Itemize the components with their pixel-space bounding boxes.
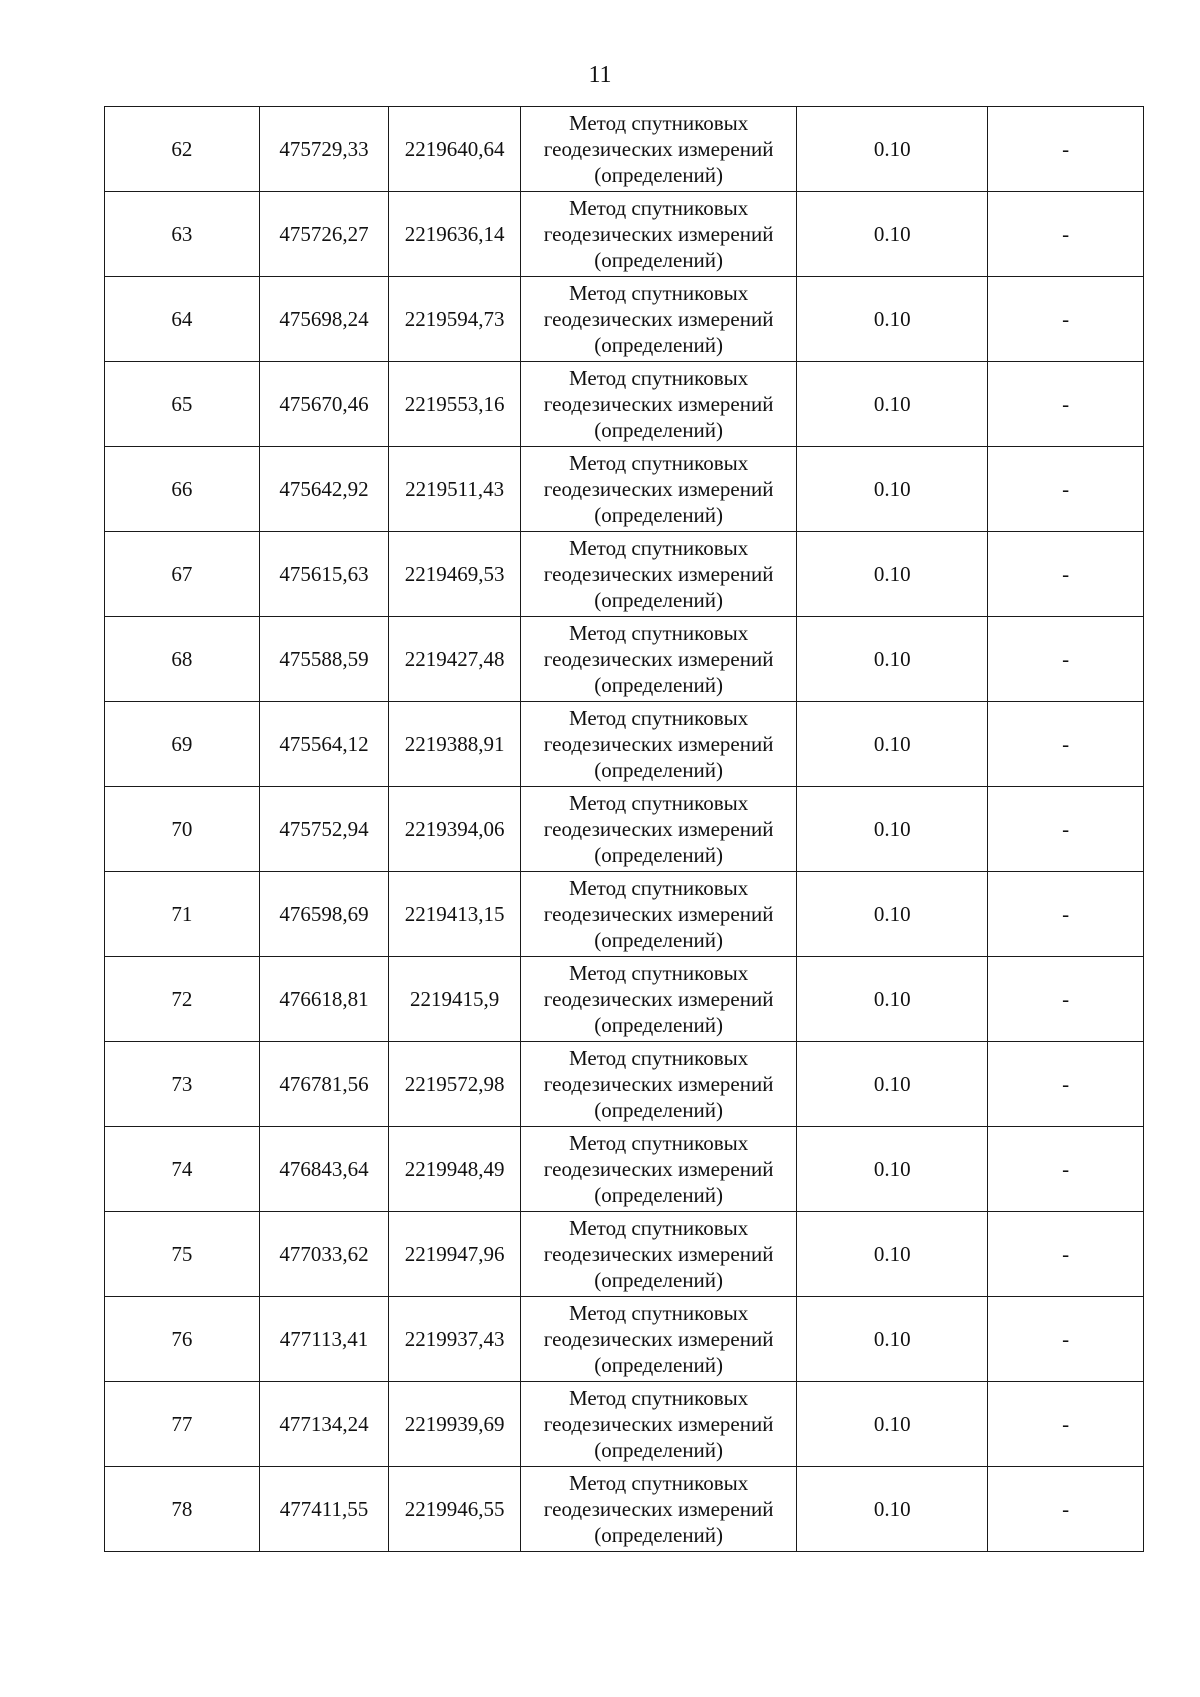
method-line: геодезических измерений [543, 647, 774, 671]
method-line: геодезических измерений [543, 137, 774, 161]
accuracy-cell: 0.10 [797, 1297, 988, 1382]
accuracy-cell: 0.10 [797, 362, 988, 447]
method-line: (определений) [594, 1438, 724, 1462]
table-row [105, 1297, 1144, 1382]
point-number-cell: 71 [105, 872, 260, 957]
table-row [105, 1042, 1144, 1127]
accuracy-cell: 0.10 [797, 1042, 988, 1127]
method-line: Метод спутниковых [568, 791, 749, 815]
point-number-cell: 78 [105, 1467, 260, 1552]
note-cell: - [988, 362, 1144, 447]
x-coordinate-cell: 477411,55 [259, 1467, 389, 1552]
method-line: (определений) [594, 1353, 724, 1377]
x-coordinate-cell: 475726,27 [259, 192, 389, 277]
accuracy-cell: 0.10 [797, 1382, 988, 1467]
y-coordinate-cell: 2219415,9 [389, 957, 521, 1042]
method-line: геодезических измерений [543, 732, 774, 756]
table-row [105, 957, 1144, 1042]
y-coordinate-cell: 2219636,14 [389, 192, 521, 277]
x-coordinate-cell: 477033,62 [259, 1212, 389, 1297]
method-line: геодезических измерений [543, 477, 774, 501]
method-cell [520, 107, 796, 192]
y-coordinate-cell: 2219469,53 [389, 532, 521, 617]
x-coordinate-cell: 475642,92 [259, 447, 389, 532]
accuracy-cell: 0.10 [797, 447, 988, 532]
method-line: геодезических измерений [543, 562, 774, 586]
method-line: геодезических измерений [543, 902, 774, 926]
method-line: геодезических измерений [543, 1242, 774, 1266]
x-coordinate-cell: 476618,81 [259, 957, 389, 1042]
y-coordinate-cell: 2219553,16 [389, 362, 521, 447]
method-line: Метод спутниковых [568, 621, 749, 645]
method-cell [520, 1127, 796, 1212]
note-cell: - [988, 277, 1144, 362]
method-line: геодезических измерений [543, 1072, 774, 1096]
method-line: геодезических измерений [543, 1157, 774, 1181]
method-cell [520, 447, 796, 532]
y-coordinate-cell: 2219594,73 [389, 277, 521, 362]
method-line: Метод спутниковых [568, 111, 749, 135]
y-coordinate-cell: 2219947,96 [389, 1212, 521, 1297]
accuracy-cell: 0.10 [797, 787, 988, 872]
x-coordinate-cell: 475729,33 [259, 107, 389, 192]
method-line: Метод спутниковых [568, 961, 749, 985]
method-line: Метод спутниковых [568, 1046, 749, 1070]
method-line: (определений) [594, 1523, 724, 1547]
method-line: Метод спутниковых [568, 536, 749, 560]
accuracy-cell: 0.10 [797, 702, 988, 787]
method-line: (определений) [594, 163, 724, 187]
note-cell: - [988, 1297, 1144, 1382]
method-cell [520, 957, 796, 1042]
table-row [105, 192, 1144, 277]
x-coordinate-cell: 475698,24 [259, 277, 389, 362]
method-line: Метод спутниковых [568, 281, 749, 305]
method-cell [520, 1212, 796, 1297]
x-coordinate-cell: 476598,69 [259, 872, 389, 957]
y-coordinate-cell: 2219394,06 [389, 787, 521, 872]
point-number-cell: 62 [105, 107, 260, 192]
method-line: Метод спутниковых [568, 1301, 749, 1325]
point-number-cell: 68 [105, 617, 260, 702]
method-line: геодезических измерений [543, 307, 774, 331]
method-line: (определений) [594, 418, 724, 442]
y-coordinate-cell: 2219388,91 [389, 702, 521, 787]
method-line: геодезических измерений [543, 222, 774, 246]
point-number-cell: 64 [105, 277, 260, 362]
accuracy-cell: 0.10 [797, 192, 988, 277]
y-coordinate-cell: 2219427,48 [389, 617, 521, 702]
method-cell [520, 702, 796, 787]
method-cell [520, 1467, 796, 1552]
method-line: (определений) [594, 928, 724, 952]
table-row [105, 1382, 1144, 1467]
coordinates-table [104, 106, 1144, 1552]
point-number-cell: 73 [105, 1042, 260, 1127]
y-coordinate-cell: 2219939,69 [389, 1382, 521, 1467]
y-coordinate-cell: 2219640,64 [389, 107, 521, 192]
method-line: геодезических измерений [543, 1497, 774, 1521]
method-cell [520, 1042, 796, 1127]
method-cell [520, 617, 796, 702]
point-number-cell: 63 [105, 192, 260, 277]
method-line: Метод спутниковых [568, 1216, 749, 1240]
y-coordinate-cell: 2219511,43 [389, 447, 521, 532]
y-coordinate-cell: 2219948,49 [389, 1127, 521, 1212]
x-coordinate-cell: 475752,94 [259, 787, 389, 872]
point-number-cell: 67 [105, 532, 260, 617]
table-row [105, 702, 1144, 787]
method-line: (определений) [594, 248, 724, 272]
accuracy-cell: 0.10 [797, 277, 988, 362]
table-row [105, 1127, 1144, 1212]
x-coordinate-cell: 475588,59 [259, 617, 389, 702]
table-row [105, 787, 1144, 872]
note-cell: - [988, 787, 1144, 872]
method-line: Метод спутниковых [568, 706, 749, 730]
method-line: (определений) [594, 1013, 724, 1037]
accuracy-cell: 0.10 [797, 107, 988, 192]
table-row [105, 107, 1144, 192]
accuracy-cell: 0.10 [797, 872, 988, 957]
method-line: Метод спутниковых [568, 1471, 749, 1495]
method-cell [520, 532, 796, 617]
method-cell [520, 277, 796, 362]
point-number-cell: 76 [105, 1297, 260, 1382]
method-line: (определений) [594, 1268, 724, 1292]
note-cell: - [988, 192, 1144, 277]
table-row [105, 617, 1144, 702]
x-coordinate-cell: 476781,56 [259, 1042, 389, 1127]
method-line: (определений) [594, 758, 724, 782]
table-row [105, 447, 1144, 532]
method-line: геодезических измерений [543, 1327, 774, 1351]
note-cell: - [988, 532, 1144, 617]
x-coordinate-cell: 476843,64 [259, 1127, 389, 1212]
x-coordinate-cell: 475564,12 [259, 702, 389, 787]
method-cell [520, 1382, 796, 1467]
method-line: (определений) [594, 1183, 724, 1207]
method-line: Метод спутниковых [568, 366, 749, 390]
y-coordinate-cell: 2219937,43 [389, 1297, 521, 1382]
method-line: (определений) [594, 588, 724, 612]
note-cell: - [988, 1382, 1144, 1467]
point-number-cell: 75 [105, 1212, 260, 1297]
point-number-cell: 70 [105, 787, 260, 872]
x-coordinate-cell: 477113,41 [259, 1297, 389, 1382]
point-number-cell: 69 [105, 702, 260, 787]
method-line: Метод спутниковых [568, 196, 749, 220]
y-coordinate-cell: 2219946,55 [389, 1467, 521, 1552]
method-line: Метод спутниковых [568, 451, 749, 475]
note-cell: - [988, 1467, 1144, 1552]
note-cell: - [988, 107, 1144, 192]
note-cell: - [988, 1042, 1144, 1127]
method-line: Метод спутниковых [568, 1131, 749, 1155]
method-cell [520, 787, 796, 872]
method-cell [520, 1297, 796, 1382]
method-line: Метод спутниковых [568, 876, 749, 900]
point-number-cell: 66 [105, 447, 260, 532]
note-cell: - [988, 957, 1144, 1042]
note-cell: - [988, 447, 1144, 532]
point-number-cell: 72 [105, 957, 260, 1042]
method-line: (определений) [594, 1098, 724, 1122]
table-row [105, 277, 1144, 362]
method-cell [520, 192, 796, 277]
point-number-cell: 77 [105, 1382, 260, 1467]
x-coordinate-cell: 475670,46 [259, 362, 389, 447]
accuracy-cell: 0.10 [797, 957, 988, 1042]
accuracy-cell: 0.10 [797, 1467, 988, 1552]
note-cell: - [988, 702, 1144, 787]
table-row [105, 362, 1144, 447]
table-row [105, 1467, 1144, 1552]
method-line: Метод спутниковых [568, 1386, 749, 1410]
accuracy-cell: 0.10 [797, 1212, 988, 1297]
method-line: геодезических измерений [543, 987, 774, 1011]
method-line: геодезических измерений [543, 817, 774, 841]
table-row [105, 532, 1144, 617]
note-cell: - [988, 617, 1144, 702]
y-coordinate-cell: 2219413,15 [389, 872, 521, 957]
method-line: (определений) [594, 503, 724, 527]
method-cell [520, 872, 796, 957]
accuracy-cell: 0.10 [797, 532, 988, 617]
page-number: 11 [588, 62, 612, 88]
point-number-cell: 74 [105, 1127, 260, 1212]
accuracy-cell: 0.10 [797, 1127, 988, 1212]
method-line: (определений) [594, 673, 724, 697]
method-cell [520, 362, 796, 447]
method-line: (определений) [594, 333, 724, 357]
table-body [105, 107, 1144, 1552]
note-cell: - [988, 1127, 1144, 1212]
note-cell: - [988, 1212, 1144, 1297]
method-line: геодезических измерений [543, 392, 774, 416]
x-coordinate-cell: 477134,24 [259, 1382, 389, 1467]
table-row [105, 872, 1144, 957]
point-number-cell: 65 [105, 362, 260, 447]
method-line: (определений) [594, 843, 724, 867]
x-coordinate-cell: 475615,63 [259, 532, 389, 617]
y-coordinate-cell: 2219572,98 [389, 1042, 521, 1127]
method-line: геодезических измерений [543, 1412, 774, 1436]
note-cell: - [988, 872, 1144, 957]
accuracy-cell: 0.10 [797, 617, 988, 702]
table-row [105, 1212, 1144, 1297]
